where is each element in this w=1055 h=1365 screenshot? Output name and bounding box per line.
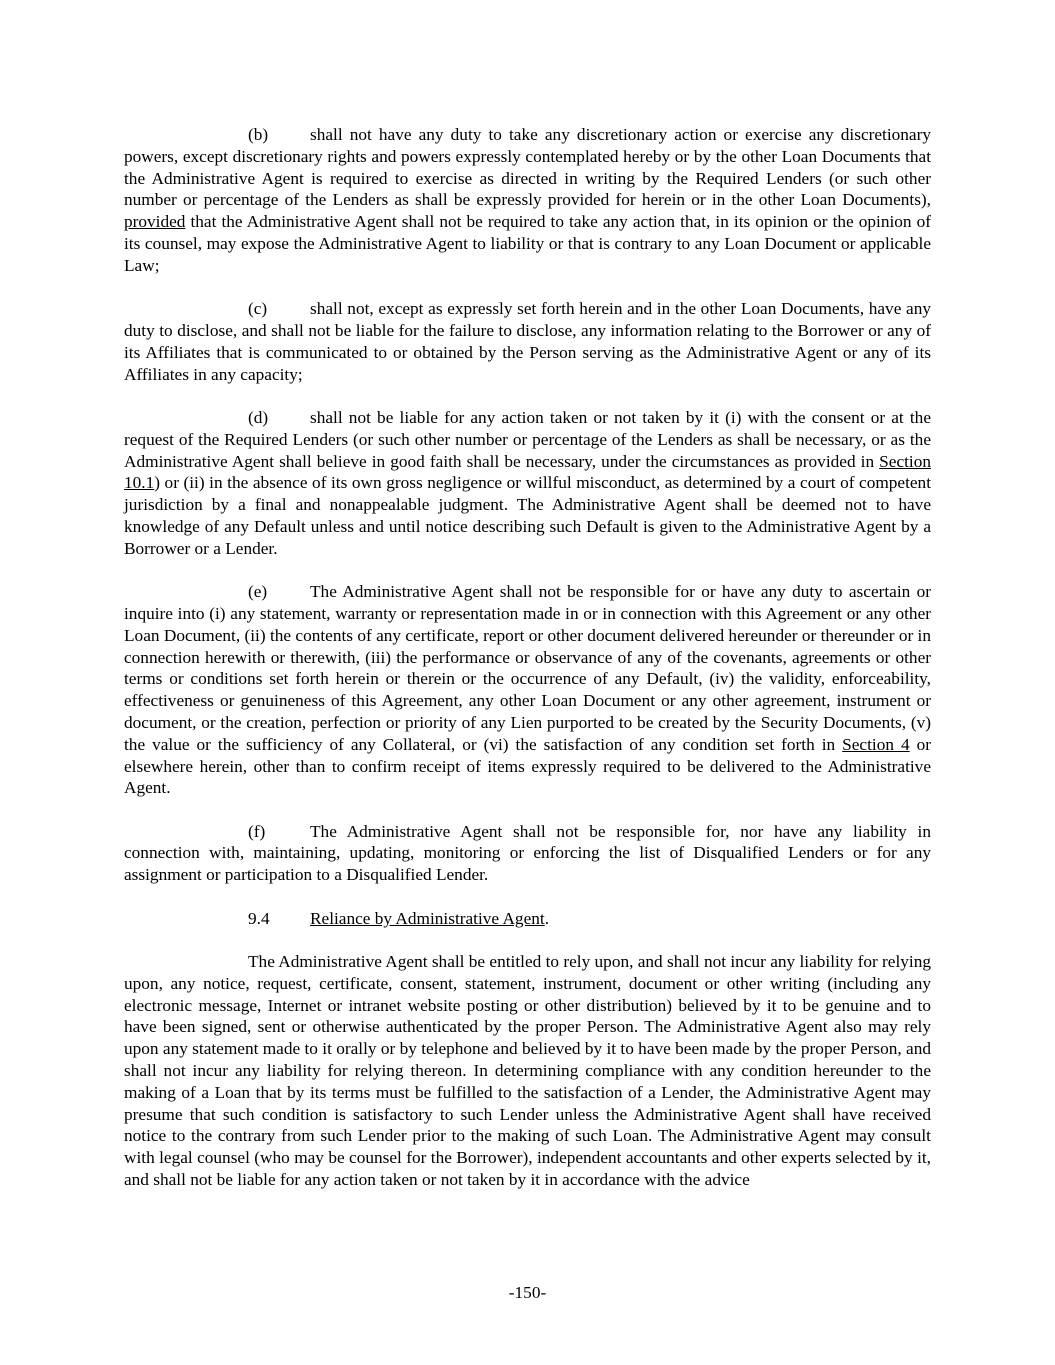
section-number: 9.4 [248,908,270,928]
paragraph-text: The Administrative Agent shall be entitled to rely upon, and shall not incur any liability for relying upon, any notice, request, certificate, consent, statement, instrument, document or other writing (including any electronic message, Internet or intranet website posting or other distribution) believed by it to be genuine and to have been signed, sent or otherwise authenticated by the proper Person. The Administrative Agent also may rely upon any statement made to it orally or by telephone and believed by it to have been made by the proper Person, and shall not incur any liability for relying thereon. In determining compliance with any condition hereunder to the making of a Loan that by its terms must be fulfilled to the satisfaction of a Lender, the Administrative Agent may presume that such condition is satisfactory to such Lender unless the Administrative Agent shall have received notice to the contrary from such Lender prior to the making of such Loan. The Administrative Agent may consult with legal counsel (who may be counsel for the Borrower), independent accountants and other experts selected by it, and shall not be liable for any action taken or not taken by it in accordance with the advice [124,952,931,1190]
defined-term-provided: provided [124,212,186,232]
paragraph-text: The Administrative Agent shall not be responsible for, nor have any liability in connection with, maintaining, updating, monitoring or enforcing the list of Disqualified Lenders or for any assignment or participation to a Disqualified Lender. [124,821,931,885]
paragraph-text: ) or (ii) in the absence of its own gross negligence or willful misconduct, as determined by a court of competent jurisdiction by a final and nonappealable judgment. The Administrative Agent shall be deemed not to have knowledge of any Default unless and until notice describing such Default is given to the Administrative Agent by a Borrower or a Lender. [124,473,931,558]
paragraph-b [124,124,931,277]
paragraph-label: (c) [248,299,268,319]
paragraph-text: or elsewhere herein, other than to confirm receipt of items expressly required to be delivered to the Administrative Agent. [124,734,931,798]
paragraph-text: shall not be liable for any action taken or not taken by it (i) with the consent or at the request of the Required Lenders (or such other number or percentage of the Lenders as shall be necessary, or as the Administrative Agent shall believe in good faith shall be necessary, under the circumstances as provided in [124,407,931,471]
paragraph-text: The Administrative Agent shall not be responsible for or have any duty to ascertain or inquire into (i) any statement, warranty or representation made in or in connection with this Agreement or any other Loan Document, (ii) the contents of any certificate, report or other document delivered hereunder or thereunder or in connection herewith or therewith, (iii) the performance or observance of any of the covenants, agreements or other terms or conditions set forth herein or therein or the occurrence of any Default, (iv) the validity, enforceability, effectiveness or genuineness of this Agreement, any other Loan Document or any other agreement, instrument or document, or the creation, perfection or priority of any Lien purported to be created by the Security Documents, (v) the value or the sufficiency of any Collateral, or (vi) the satisfaction of any condition set forth in [124,582,931,754]
section-title-punctuation: . [544,908,550,928]
paragraph-text: that the Administrative Agent shall not be required to take any action that, in its opinion or the opinion of its counsel, may expose the Administrative Agent to liability or that is contrary to any Loan Document or applicable Law; [124,212,931,275]
section-heading [124,908,931,930]
paragraph-d [124,407,931,560]
paragraph-text: shall not have any duty to take any discretionary action or exercise any discretionary powers, except discretionary rights and powers expressly contemplated hereby or by the other Loan Documents that the Administrative Agent is required to exercise as directed in writing by the Required Lenders (or such other number or percentage of the Lenders as shall be expressly provided for herein or in the other Loan Documents), [124,125,931,210]
section-title: Reliance by Administrative Agent [310,908,545,928]
paragraph-f [124,821,931,886]
document-page [124,124,931,1212]
paragraph-label: (b) [248,125,269,144]
page-number: -150- [508,1283,547,1302]
paragraph-label: (e) [248,582,268,602]
paragraph-c [124,298,931,385]
paragraph-label: (d) [248,407,269,427]
paragraph-text: shall not, except as expressly set forth herein and in the other Loan Documents, have any duty to disclose, and shall not be liable for the failure to disclose, any information relating to the Borrower or any of its Affiliates that is communicated to or obtained by the Person serving as the Administrative Agent or any of its Affiliates in any capacity; [124,299,931,384]
section-reference-10-1: Section 10.1 [124,451,931,493]
section-body [124,951,931,1191]
paragraph-e [124,581,931,799]
section-reference-4: Section 4 [842,734,910,754]
paragraph-label: (f) [248,821,266,841]
